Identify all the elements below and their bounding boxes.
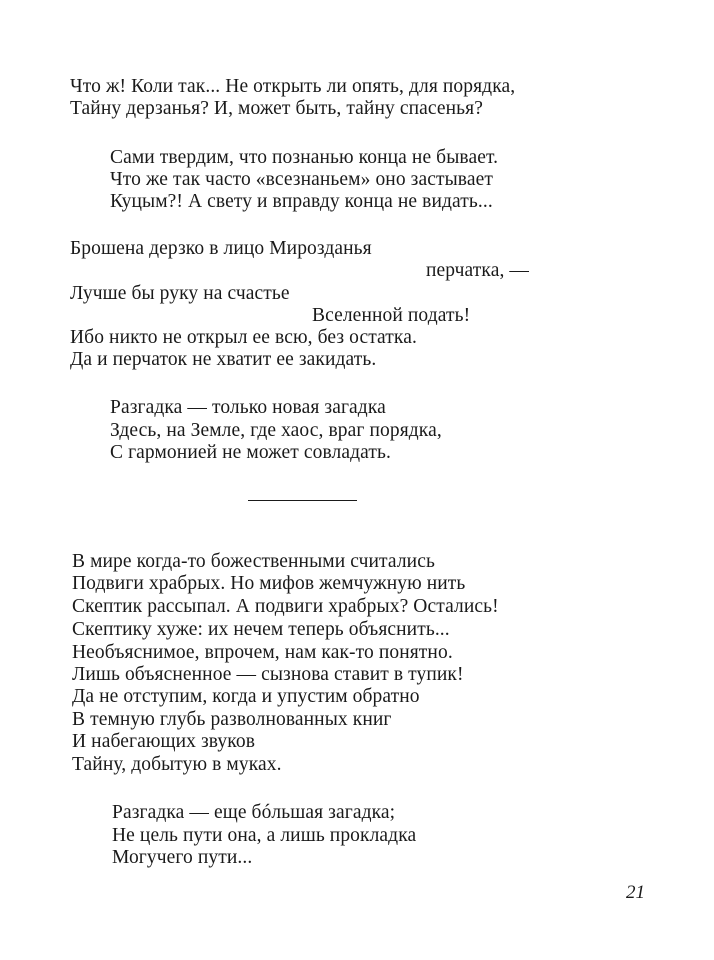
poem-line: Что же так часто «всезнаньем» оно застывает bbox=[110, 169, 493, 190]
poem-line: Скептик рассыпал. А подвиги храбрых? Остались! bbox=[72, 596, 499, 617]
poem-line: Не цель пути она, а лишь прокладка bbox=[112, 825, 417, 846]
poem-line: Вселенной подать! bbox=[312, 305, 471, 326]
poem-line: С гармонией не может совладать. bbox=[110, 442, 391, 463]
poem-line: Здесь, на Земле, где хаос, враг порядка, bbox=[110, 420, 442, 441]
section-divider bbox=[248, 500, 357, 501]
poem-line: Необъяснимое, впрочем, нам как-то понятно. bbox=[72, 642, 453, 663]
poem-line: Куцым?! А свету и вправду конца не видать... bbox=[110, 191, 493, 212]
poem-line: Скептику хуже: их нечем теперь объяснить... bbox=[72, 619, 450, 640]
poem-line: Лишь объясненное — сызнова ставит в тупик! bbox=[72, 664, 464, 685]
poem-line: Подвиги храбрых. Но мифов жемчужную нить bbox=[72, 573, 466, 594]
poem-line: Брошена дерзко в лицо Мирозданья bbox=[70, 238, 372, 259]
poem-line: И набегающих звуков bbox=[72, 731, 255, 752]
poem-line: Могучего пути... bbox=[112, 847, 253, 868]
poem-line: перчатка, — bbox=[426, 260, 530, 281]
poem-line: Тайну, добытую в муках. bbox=[72, 754, 282, 775]
poem-line: Ибо никто не открыл ее всю, без остатка. bbox=[70, 327, 417, 348]
poem-line: Да и перчаток не хватит ее закидать. bbox=[70, 349, 377, 370]
poem-line: Да не отступим, когда и упустим обратно bbox=[72, 686, 420, 707]
poem-line: Разгадка — еще бóльшая загадка; bbox=[112, 802, 396, 823]
poem-line: Что ж! Коли так... Не открыть ли опять, для порядка, bbox=[70, 76, 516, 97]
poem-line: В темную глубь разволнованных книг bbox=[72, 709, 392, 730]
poem-line: Тайну дерзанья? И, может быть, тайну спасенья? bbox=[70, 98, 483, 119]
poem-line: Лучше бы руку на счастье bbox=[70, 283, 290, 304]
poem-line: Разгадка — только новая загадка bbox=[110, 397, 386, 418]
page-number: 21 bbox=[626, 882, 645, 903]
poem-line: Сами твердим, что познанью конца не бывает. bbox=[110, 147, 499, 168]
poem-line: В мире когда-то божественными считались bbox=[72, 551, 435, 572]
